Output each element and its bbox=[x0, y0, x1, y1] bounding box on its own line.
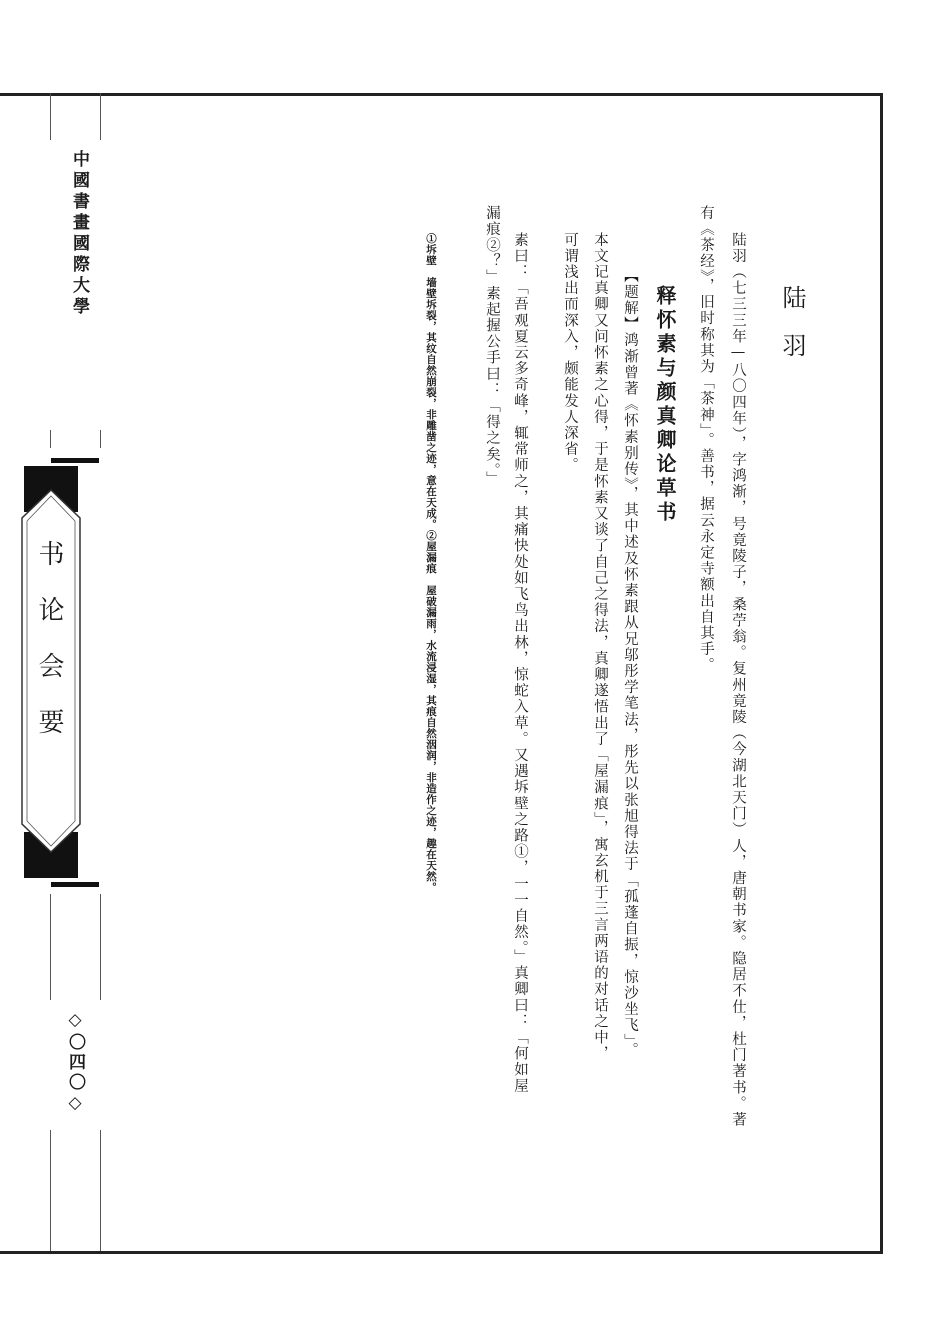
author-bio-line: 陆羽（七三三年—八〇四年），字鸿渐，号竟陵子，桑苧翁。复州竟陵（今湖北天门）人，唐朝书家。隐居不仕，杜门著书。著 bbox=[730, 232, 746, 1128]
essay-body-line: 素曰：「吾观夏云多奇峰，辄常师之，其痛快处如飞鸟出林，惊蛇入草。又遇坼壁之路①，一一自然。」真卿曰：「何如屋 bbox=[512, 232, 528, 1095]
banner-top-rule bbox=[51, 458, 99, 463]
author-bio-line: 有《茶经》，旧时称其为「茶神」。善书，据云永定寺额出自其手。 bbox=[698, 205, 714, 674]
banner-bottom-rule bbox=[51, 882, 99, 887]
series-title: 中國書畫國際大學 bbox=[69, 150, 89, 318]
essay-intro-line: 【题解】鸿渐曾著《怀素别传》，其中述及怀素跟从兄邬彤学笔法，彤先以张旭得法于「孤蓬自振，惊沙坐飞」。 bbox=[622, 268, 638, 1059]
essay-title: 释怀素与颜真卿论草书 bbox=[653, 285, 677, 525]
footnotes: ①坼壁 墙壁坼裂，其纹自然崩裂，非雕凿之迹，意在天成。②屋漏痕 屋破漏雨，水流浸湿，其痕自然洇润，非造作之迹，趣在天然。 bbox=[425, 233, 437, 893]
author-name: 陆羽 bbox=[778, 285, 806, 381]
page-frame bbox=[0, 93, 883, 1254]
essay-body-line: 漏痕②？」素起握公手曰：「得之矣。」 bbox=[484, 205, 500, 488]
essay-intro-line: 本文记真卿又问怀素之心得，于是怀素又谈了自己之得法，真卿遂悟出了「屋漏痕」，寓玄机于三言两语的对话之中， bbox=[592, 232, 608, 1062]
essay-intro-line: 可谓浅出而深入，颇能发人深省。 bbox=[562, 232, 578, 474]
book-title: 书论会要 bbox=[34, 540, 64, 764]
page-number: ◇〇四〇◇ bbox=[65, 1010, 85, 1116]
